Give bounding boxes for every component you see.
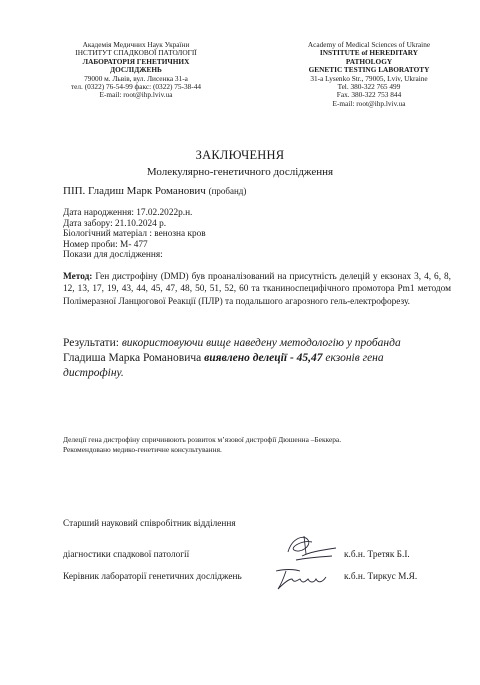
document-subtitle: Молекулярно-генетичного дослідження [146, 166, 334, 178]
patient-line [63, 185, 246, 197]
result-paragraph [63, 336, 423, 380]
patient-role: (пробанд) [208, 186, 247, 196]
note-line-1: Делеції гена дистрофіну спричинюють розвиток м’язової дистрофії Дюшенна –Беккера. [63, 435, 342, 444]
senior-department: діагностики спадкової патології [63, 550, 190, 560]
header-right-lab: GENETIC TESTING LABORATOTY [308, 65, 430, 75]
header-left-address: 79000 м. Львів, вул. Лисенка 31-а [84, 73, 188, 83]
signature-tretyak-icon [282, 530, 340, 566]
signature-tyrkus-icon [272, 565, 332, 593]
header-left-lab: ЛАБОРАТОРІЯ ГЕНЕТИЧНИХ [82, 56, 190, 66]
sample-date: Дата забору: 21.10.2024 р. [63, 218, 167, 229]
result-line-1 [63, 336, 423, 351]
header-left-lab-2: ДОСЛІДЖЕНЬ [110, 65, 162, 75]
header-left-institute: ІНСТИТУТ СПАДКОВОЇ ПАТОЛОГІЇ [75, 48, 197, 58]
header-left-phone: тел. (0322) 76-54-99 факс: (0322) 75-38-44 [70, 82, 202, 92]
document-title: ЗАКЛЮЧЕННЯ [195, 148, 285, 162]
header-right-fax: Fax. 380-322 753 844 [336, 90, 402, 100]
birth-date: Дата народження: 17.02.2022р.н. [63, 208, 193, 218]
sample-number: Номер проби: М- 477 [63, 239, 148, 250]
header-right-institute-2: PATHOLOGY [345, 56, 393, 66]
header-left-academy: Академія Медичних Наук України [82, 40, 190, 49]
result-text-4: дистрофіну. [63, 366, 124, 379]
result-line-2 [63, 351, 423, 366]
indications: Покази для дослідження: [63, 250, 163, 261]
note [63, 435, 341, 455]
header-left [48, 41, 224, 100]
header-right-academy: Academy of Medical Sciences of Ukraine [307, 40, 431, 49]
header-left-email: E-mail: root@ihp.lviv.ua [99, 90, 173, 100]
senior-title: Старший науковий співробітник відділення [63, 519, 236, 529]
patient-name: ПІП. Гладиш Марк Романович [63, 185, 206, 197]
head-title: Керівник лабораторії генетичних досліджень [63, 572, 242, 582]
biological-material: Біологічний матеріал : венозна кров [63, 229, 206, 240]
method-label: Метод: [63, 272, 93, 282]
header-right-tel: Tel. 380-322 765 499 [337, 82, 401, 92]
note-line-2: Рекомендовано медико-генетичне консультування. [63, 445, 222, 454]
header-right-institute: INSTITUTE of HEREDITARY [319, 48, 419, 58]
method-text: Ген дистрофіну (DMD) був проаналізований на присутність делецій у екзонах 3, 4, 6, 8, 12, 13, 17, 19, 43, 44, 45, 47, 48, 50, 51, 52, 60 та тканиноспецифічного промотора Pm1 методом Полімеразної Ланцюгової Реакції (ПЛР) та подальшого агарозного гель-електрофорезу. [63, 272, 451, 307]
result-text-3: екзонів гена [322, 351, 384, 364]
result-label: Результати: [63, 337, 119, 349]
header-right-email: E-mail: root@ihp.lviv.ua [332, 98, 406, 108]
patient-info [63, 208, 206, 261]
header-right [288, 41, 450, 108]
result-text-1: використовуючи вище наведену методологію у пробанда [118, 337, 401, 349]
method-paragraph [63, 271, 451, 308]
header-right-address: 31-a Lysenko Str., 79005, Lviv, Ukraine [310, 73, 428, 83]
senior-name: к.б.н. Третяк Б.І. [344, 550, 410, 560]
result-text-2: Гладиша Марка Романовича [63, 351, 205, 364]
head-name: к.б.н. Тиркус М.Я. [344, 572, 418, 582]
result-deletions: виявлено делеції - 45,47 [204, 351, 323, 364]
